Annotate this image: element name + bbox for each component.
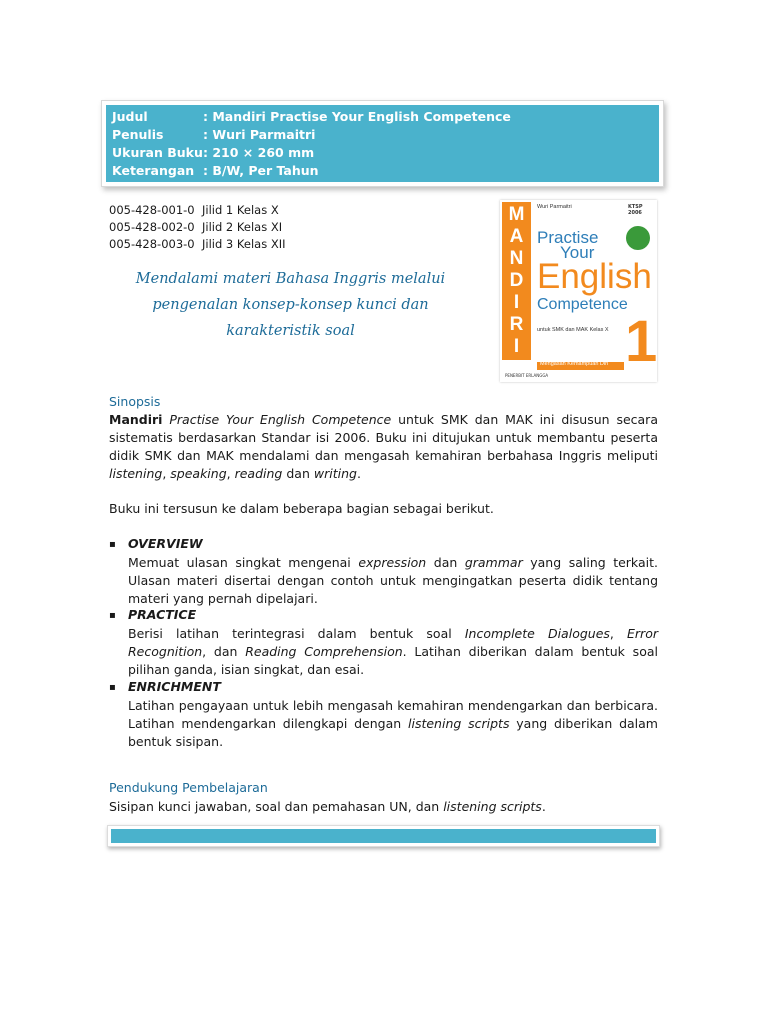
cover-seal-icon (626, 226, 650, 250)
text: Error Recognition (128, 626, 658, 659)
info-row-size (112, 144, 314, 162)
text: speaking (170, 466, 227, 481)
text: Reading Comprehension (245, 644, 403, 659)
text: grammar (464, 555, 523, 570)
info-row-note (112, 162, 319, 180)
info-row-author (112, 126, 315, 144)
product-code-row (109, 202, 286, 219)
cover-letter: M (508, 204, 525, 225)
enrichment-text (128, 697, 658, 751)
cover-letter: I (513, 292, 520, 313)
cover-letter: D (509, 270, 524, 291)
volume-label: Jilid 3 Kelas XII (202, 237, 286, 251)
support-heading: Pendukung Pembelajaran (109, 780, 268, 795)
bullet-icon: ▪ (109, 539, 116, 550)
cover-letter: A (509, 226, 524, 247)
info-value: : 210 × 260 mm (203, 145, 315, 160)
text: Incomplete Dialogues (464, 626, 610, 641)
product-code: 005-428-001-0 (109, 203, 195, 217)
text: dan (433, 555, 458, 570)
cover-letter: R (509, 314, 524, 335)
cover-side-band (502, 202, 531, 360)
cover-ktsp-badge: KTSP 2006 (628, 204, 643, 216)
info-row-title (112, 108, 511, 126)
info-key: Ukuran Buku (112, 145, 203, 160)
support-text (109, 798, 658, 816)
enrichment-heading: ENRICHMENT (128, 679, 221, 694)
text: Sisipan kunci jawaban, soal dan pemahasan UN, dan (109, 799, 440, 814)
info-value: : Wuri Parmaitri (203, 127, 316, 142)
product-code-row (109, 219, 286, 236)
text: Latihan pengayaan untuk lebih mengasah kemahiran mendengarkan dan berbicara. Latihan mendengarkan dilengkapi dengan (128, 698, 658, 731)
volume-label: Jilid 1 Kelas X (202, 203, 279, 217)
info-key: Penulis (112, 127, 164, 142)
tagline (118, 266, 463, 344)
book-name: Mandiri (109, 412, 163, 427)
cover-author: Wuri Parmaitri (537, 204, 572, 210)
text: . (356, 466, 361, 481)
bullet-icon: ▪ (109, 610, 116, 621)
sinopsis-paragraph: Mandiri Practise Your English Competence untuk SMK dan MAK ini disusun secara sistematis berdasarkan Standar isi 2006. Buku ini ditujukan untuk membantu peserta didik SMK dan MAK mendalami dan mengasah kemahiran berbahasa Inggris meliputi listening, speaking, reading dan writing. (109, 412, 658, 481)
text: Memuat ulasan singkat mengenai (128, 555, 351, 570)
footer-bar-fill (111, 829, 656, 843)
product-code: 005-428-002-0 (109, 220, 195, 234)
text: dan (286, 466, 310, 481)
book-cover-image (500, 200, 657, 382)
text: yang saling terkait. Ulasan materi disertai dengan contoh untuk mengingatkan peserta didik tentang materi yang pernah dipelajari. (128, 555, 658, 606)
info-key: Judul (112, 109, 148, 124)
info-value: : Mandiri Practise Your English Competence (203, 109, 511, 124)
text: listening (109, 466, 163, 481)
text: expression (358, 555, 427, 570)
text: reading (234, 466, 283, 481)
text: . Latihan diberikan dalam bentuk soal pilihan ganda, isian singkat, dan esai. (128, 644, 658, 677)
text: writing (313, 466, 357, 481)
cover-title-practise: Practise (537, 228, 599, 247)
volume-label: Jilid 2 Kelas XI (202, 220, 283, 234)
cover-bar-text: Mengasah Kemampuan Diri (540, 361, 609, 367)
sinopsis-heading: Sinopsis (109, 394, 161, 409)
tagline-line: pengenalan konsep-konsep kunci dan (152, 297, 429, 313)
overview-text (128, 554, 658, 608)
info-value: : B/W, Per Tahun (203, 163, 319, 178)
text: . (541, 799, 546, 814)
structure-intro: Buku ini tersusun ke dalam beberapa bagian sebagai berikut. (109, 501, 494, 516)
cover-publisher: PENERBIT ERLANGGA (505, 373, 549, 378)
cover-subtitle: untuk SMK dan MAK Kelas X (537, 327, 609, 333)
text: , (609, 626, 614, 641)
text: , dan (202, 644, 238, 659)
book-info-box (101, 100, 664, 187)
footer-bar (107, 825, 660, 847)
text: Berisi latihan terintegrasi dalam bentuk soal (128, 626, 452, 641)
product-code: 005-428-003-0 (109, 237, 195, 251)
text: listening scripts (443, 799, 542, 814)
text: listening scripts (408, 716, 510, 731)
book-info-panel (106, 105, 659, 182)
overview-heading: OVERVIEW (128, 536, 203, 551)
product-code-list (109, 202, 286, 253)
cover-volume-number: 1 (625, 309, 657, 374)
cover-title-your: Your (560, 243, 595, 262)
text: untuk SMK dan MAK ini disusun secara sistematis berdasarkan Standar isi 2006. Buku ini ditujukan untuk membantu peserta didik SMK dan MAK mendalami dan mengasah kemahiran berbahasa Inggris meliputi (109, 412, 658, 463)
product-code-row (109, 236, 286, 253)
tagline-line: Mendalami materi Bahasa Inggris melalui (135, 271, 446, 287)
cover-letter: N (509, 248, 524, 269)
text: yang diberikan dalam bentuk sisipan. (128, 716, 658, 749)
cover-title-english: English (537, 257, 652, 296)
info-key: Keterangan (112, 163, 195, 178)
cover-title-competence: Competence (537, 296, 628, 313)
book-subtitle: Practise Your English Competence (169, 412, 392, 427)
practice-heading: PRACTICE (128, 607, 197, 622)
practice-text (128, 625, 658, 679)
bullet-icon: ▪ (109, 682, 116, 693)
cover-letter: I (513, 336, 520, 357)
tagline-line: karakteristik soal (226, 323, 355, 339)
